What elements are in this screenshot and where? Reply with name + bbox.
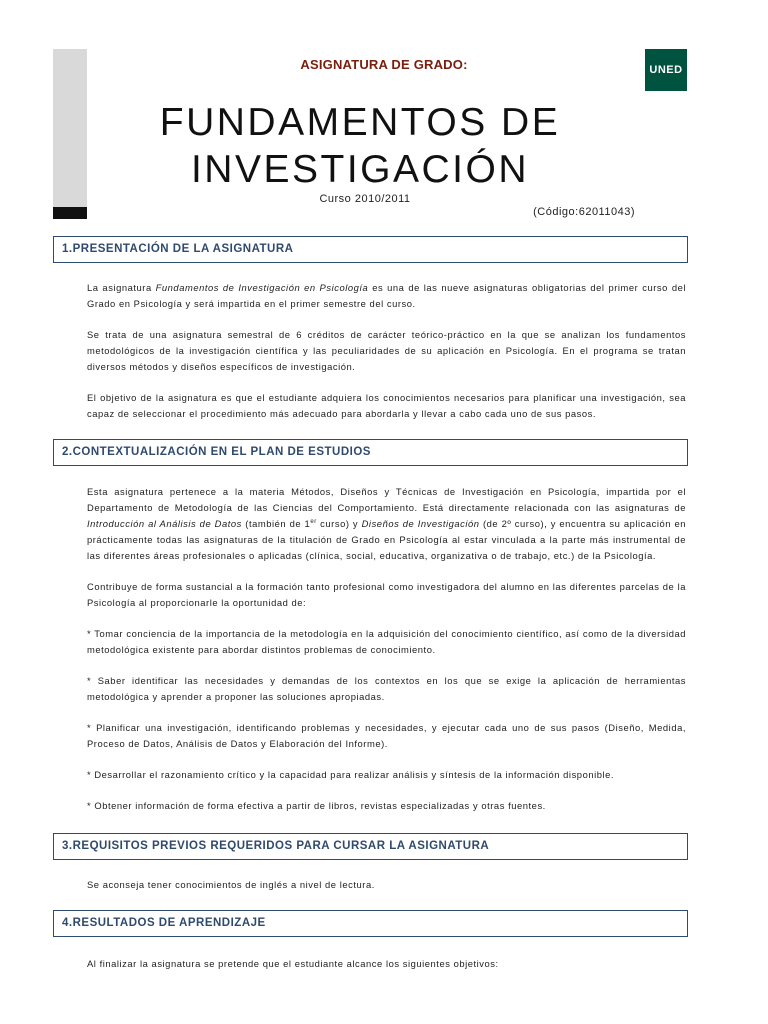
section-4-heading: 4.RESULTADOS DE APRENDIZAJE [53,910,688,937]
section-2-content [87,484,686,814]
section-4-paragraph-1: Al finalizar la asignatura se pretende que el estudiante alcance los siguientes objetivos: [87,958,499,969]
list-item: * Desarrollar el razonamiento crítico y la capacidad para realizar análisis y síntesis de la información disponible. [87,769,615,780]
section-3-content [87,877,686,893]
section-2-paragraph-2: Contribuye de forma sustancial a la formación tanto profesional como investigadora del alumno en las diferentes parcelas de la Psicología al proporcionarle la oportunidad de: [87,581,686,608]
list-item: * Tomar conciencia de la importancia de la metodología en la adquisición del conocimiento científico, así como de la diversidad metodológica existente para abordar distintos problemas de conocimiento. [87,628,686,655]
decorative-side-bar-black [53,207,87,219]
decorative-side-bar [53,49,87,207]
section-2-heading: 2.CONTEXTUALIZACIÓN EN EL PLAN DE ESTUDIOS [53,439,688,466]
course-year: Curso 2010/2011 [319,193,411,205]
subject-label: ASIGNATURA DE GRADO: [300,57,468,72]
section-2-paragraph-1: Esta asignatura pertenece a la materia Métodos, Diseños y Técnicas de Investigación en Psicología, impartida por el Departamento de Metodología de las Ciencias del Comportamiento. Está directamente relacionada con las asignaturas de Introducción al Análisis de Datos (también de 1er curso) y Diseños de Investigación (de 2º curso), y encuentra su aplicación en prácticamente todas las asignaturas de la titulación de Grado en Psicología al estar vinculada a la parte más instrumental de las diferentes áreas profesionales o aplicadas (clínica, social, educativa, organizativa o de trabajo, etc.) de la Psicología. [87,486,686,561]
section-3-heading: 3.REQUISITOS PREVIOS REQUERIDOS PARA CURSAR LA ASIGNATURA [53,833,688,860]
list-item: * Saber identificar las necesidades y demandas de los contextos en los que se exige la aplicación de herramientas metodológica y aprender a proponer las soluciones apropiadas. [87,675,686,702]
page-title [90,99,630,193]
uned-logo: UNED [645,49,687,91]
section-3-paragraph-1: Se aconseja tener conocimientos de inglés a nivel de lectura. [87,879,375,890]
section-1-paragraph-1: La asignatura Fundamentos de Investigación en Psicología es una de las nueve asignaturas obligatorias del primer curso del Grado en Psicología y será impartida en el primer semestre del curso. [87,282,686,309]
section-4-content [87,956,686,972]
title-line-1: FUNDAMENTOS DE [159,101,561,144]
section-1-paragraph-2: Se trata de una asignatura semestral de 6 créditos de carácter teórico-práctico en la que se analizan los fundamentos metodológicos de la investigación científica y las peculiaridades de su aplicación en Psicología. En el programa se tratan diversos métodos y diseños específicos de investigación. [87,329,686,372]
section-1-heading: 1.PRESENTACIÓN DE LA ASIGNATURA [53,236,688,263]
subject-code: (Código:62011043) [533,206,635,218]
list-item: * Planificar una investigación, identificando problemas y necesidades, y ejecutar cada uno de sus pasos (Diseño, Medida, Proceso de Datos, Análisis de Datos y Elaboración del Informe). [87,722,686,749]
list-item: * Obtener información de forma efectiva a partir de libros, revistas especializadas y otras fuentes. [87,800,546,811]
section-1-paragraph-3: El objetivo de la asignatura es que el estudiante adquiera los conocimientos necesarios para planificar una investigación, sea capaz de seleccionar el procedimiento más adecuado para abordarla y llevar a cabo cada uno de sus pasos. [87,392,686,419]
title-line-2: INVESTIGACIÓN [190,148,530,191]
section-1-content [87,280,686,422]
